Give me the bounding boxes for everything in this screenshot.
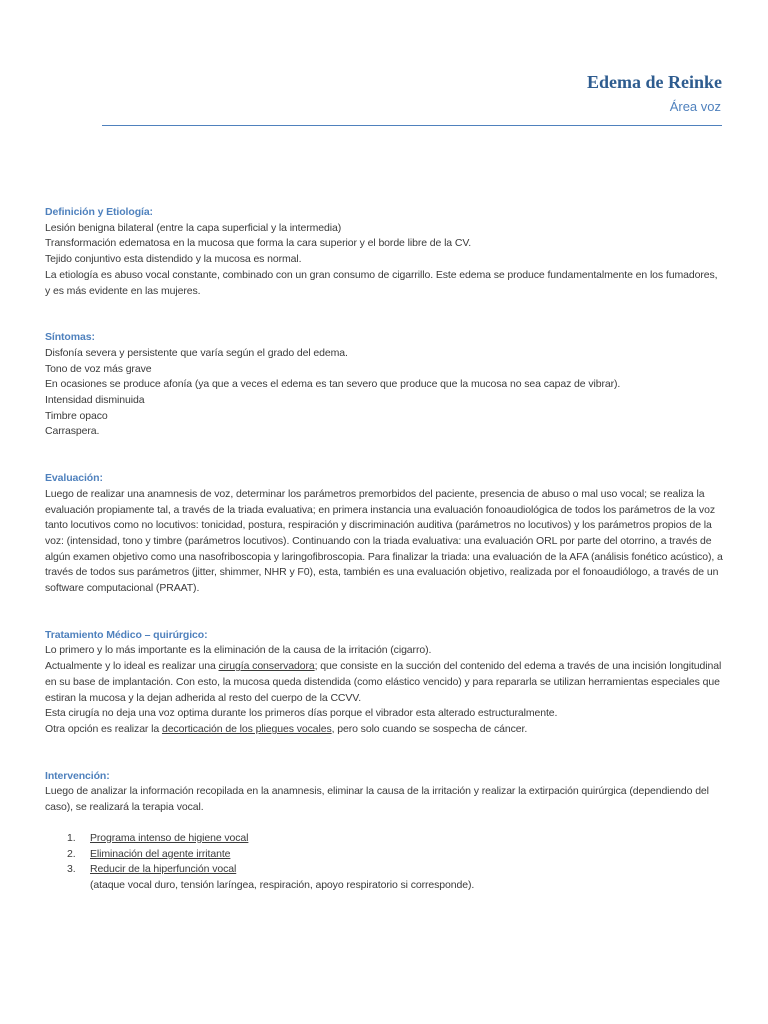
section-tratamiento xyxy=(45,628,725,738)
sintoma-line: Carraspera. xyxy=(45,425,100,438)
list-number: 2. xyxy=(67,847,76,860)
section-heading-sintomas: Síntomas: xyxy=(45,331,95,344)
sintoma-line: Tono de voz más grave xyxy=(45,362,152,375)
sintoma-line: Timbre opaco xyxy=(45,409,108,422)
definicion-line: Transformación edematosa en la mucosa que forma la cara superior y el borde libre de la CV. xyxy=(45,237,472,250)
intervencion-paragraph: Luego de analizar la información recopilada en la anamnesis, eliminar la causa de la irritación y realizar la extirpación quirúrgica (dependiendo del caso), se realizará la terapia vocal. xyxy=(45,785,709,814)
list-item-label: Reducir de la hiperfunción vocal xyxy=(90,863,237,876)
cirugia-conservadora-link: cirugía conservadora xyxy=(218,660,315,673)
document-title: Edema de Reinke xyxy=(587,72,722,92)
sintoma-line: En ocasiones se produce afonía (ya que a veces el edema es tan severo que produce que la mucosa no sea capaz de vibrar). xyxy=(45,378,621,391)
section-heading-evaluacion: Evaluación: xyxy=(45,472,103,485)
section-evaluacion xyxy=(45,471,725,597)
document-subtitle: Área voz xyxy=(669,99,721,114)
section-heading-intervencion: Intervención: xyxy=(45,769,110,782)
list-note: (ataque vocal duro, tensión laríngea, respiración, apoyo respiratorio si corresponde). xyxy=(90,878,475,891)
header-divider xyxy=(102,125,722,126)
evaluacion-paragraph: Luego de realizar una anamnesis de voz, determinar los parámetros premorbidos del paciente, presencia de abuso o mal uso vocal; se realiza la evaluación propiamente tal, a través de la triada evaluativa; en primera instancia una evaluación fonoaudiológica de todos los parámetros de la voz tanto locutivos como no locutivos: tonicidad, postura, respiración y discriminación auditiva (parámetros no locutivos) y los parámetros propios de la voz: (intensidad, tono y timbre (parámetros locutivos). Continuando con la triada evaluativa: una evaluación ORL por parte del otorrino, a través de algún examen objetivo como una nasofriboscopia y laringofibroscopia. Para finalizar la triada: una evaluación de la AFA (análisis fonético acústico), a través de todos sus parámetros (jitter, shimmer, NHR y F0), esta, también es una evaluación objetivo, realizada por el fonoaudiólogo, a través de un software computacional (PRAAT). xyxy=(45,487,723,595)
sintoma-line: Disfonía severa y persistente que varía según el grado del edema. xyxy=(45,346,348,359)
tratamiento-text: Otra opción es realizar la xyxy=(45,722,162,735)
section-heading-tratamiento: Tratamiento Médico – quirúrgico: xyxy=(45,628,208,641)
list-item xyxy=(45,831,725,847)
tratamiento-line: Esta cirugía no deja una voz optima durante los primeros días porque el vibrador esta alterado estructuralmente. xyxy=(45,707,558,720)
definicion-line: Tejido conjuntivo esta distendido y la mucosa es normal. xyxy=(45,253,302,266)
section-intervencion xyxy=(45,769,725,894)
list-item xyxy=(45,862,725,878)
tratamiento-text: ; que consiste en la succión del contenido del edema a través de una incisión longitudinal en su base de implantación. Con esto, la mucosa queda distendida (como elástico vencido) y para repararla se utilizan herramientas especiales que estiran la mucosa y la dejan adherida al resto del cuerpo de la CCVV. xyxy=(45,660,722,704)
tratamiento-text: Actualmente y lo ideal es realizar una xyxy=(45,660,219,673)
section-heading-definicion: Definición y Etiología: xyxy=(45,206,153,218)
intervencion-list xyxy=(45,831,725,878)
document-body xyxy=(45,205,725,894)
list-item-label: Programa intenso de higiene vocal xyxy=(90,831,249,844)
tratamiento-text: , pero solo cuando se sospecha de cáncer. xyxy=(331,722,528,735)
tratamiento-line: Lo primero y lo más importante es la eliminación de la causa de la irritación (cigarro). xyxy=(45,644,432,657)
list-number: 1. xyxy=(67,831,76,844)
definicion-line: La etiología es abuso vocal constante, combinado con un gran consumo de cigarrillo. Este edema se produce fundamentalmente en los fumadores, y es más evidente en las mujeres. xyxy=(45,268,718,297)
section-definicion xyxy=(45,205,725,299)
list-item-label: Eliminación del agente irritante xyxy=(90,847,231,860)
list-item xyxy=(45,847,725,863)
tratamiento-line xyxy=(45,659,725,706)
section-sintomas xyxy=(45,330,725,440)
tratamiento-line xyxy=(45,722,725,738)
sintoma-line: Intensidad disminuida xyxy=(45,394,145,407)
list-number: 3. xyxy=(67,863,76,876)
definicion-line: Lesión benigna bilateral (entre la capa superficial y la intermedia) xyxy=(45,221,342,234)
decorticacion-link: decorticación de los pliegues vocales xyxy=(161,722,332,735)
